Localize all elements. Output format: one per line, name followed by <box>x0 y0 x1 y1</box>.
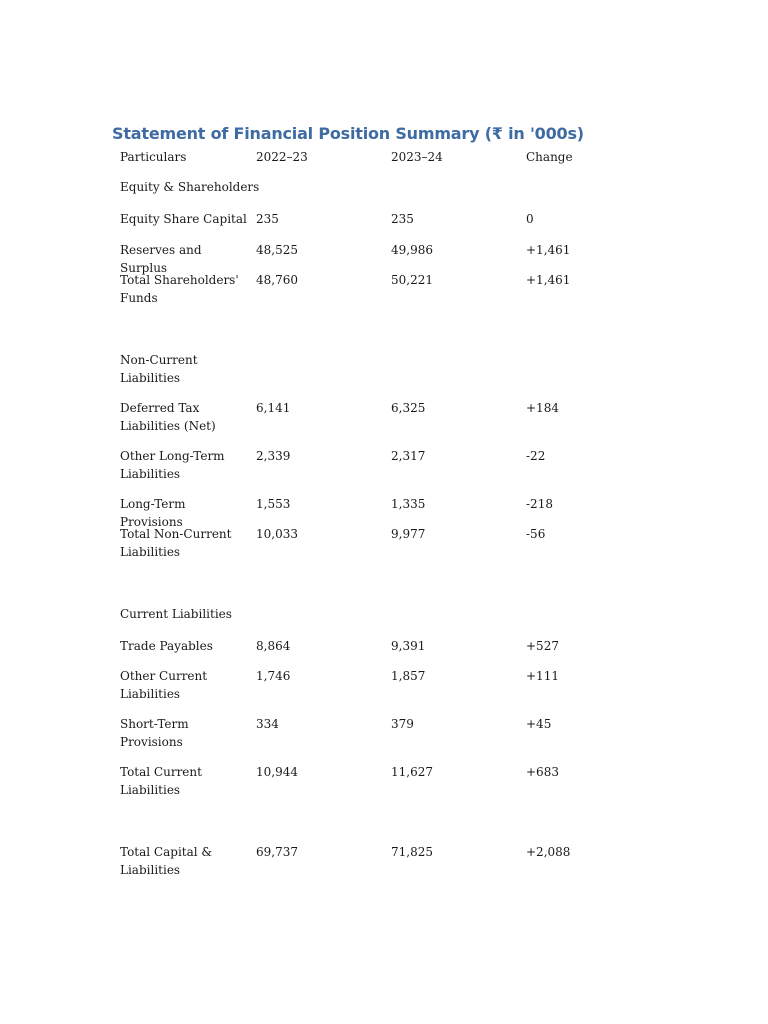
change-cell: +1,461 <box>526 273 571 287</box>
value-2022-23-cell: 6,141 <box>256 401 291 415</box>
section-heading-non-current-liabilities: Non-Current Liabilities <box>120 353 198 385</box>
change-cell: +45 <box>526 717 552 731</box>
change-cell: +683 <box>526 765 559 779</box>
value-2022-23-cell: 1,746 <box>256 669 291 683</box>
value-2022-23-cell: 48,760 <box>256 273 298 287</box>
value-2023-24-cell: 1,857 <box>391 669 426 683</box>
value-2023-24-cell: 49,986 <box>391 243 433 257</box>
section-heading-current-liabilities: Current Liabilities <box>120 607 232 621</box>
value-2022-23-cell: 2,339 <box>256 449 291 463</box>
change-cell: +111 <box>526 669 559 683</box>
value-2023-24-cell: 9,977 <box>391 527 426 541</box>
value-2022-23-cell: 8,864 <box>256 639 291 653</box>
change-cell: +527 <box>526 639 559 653</box>
particulars-cell: Other Long-Term Liabilities <box>120 449 225 481</box>
value-2022-23-cell: 1,553 <box>256 497 291 511</box>
particulars-cell: Total Shareholders' Funds <box>120 273 239 305</box>
value-2022-23-cell: 10,944 <box>256 765 298 779</box>
value-2023-24-cell: 1,335 <box>391 497 426 511</box>
value-2022-23-cell: 48,525 <box>256 243 298 257</box>
column-header-particulars: Particulars <box>120 150 187 164</box>
value-2022-23-cell: 235 <box>256 212 279 226</box>
change-cell: 0 <box>526 212 534 226</box>
value-2023-24-cell: 11,627 <box>391 765 433 779</box>
document-title: Statement of Financial Position Summary (₹ in '000s) <box>112 124 584 143</box>
value-2023-24-cell: 235 <box>391 212 414 226</box>
particulars-cell: Total Capital & Liabilities <box>120 845 213 877</box>
column-header-2023-24: 2023–24 <box>391 150 443 164</box>
particulars-cell: Total Non-Current Liabilities <box>120 527 232 559</box>
particulars-cell: Other Current Liabilities <box>120 669 208 701</box>
change-cell: +1,461 <box>526 243 571 257</box>
column-header-2022-23: 2022–23 <box>256 150 308 164</box>
particulars-cell: Deferred Tax Liabilities (Net) <box>120 401 216 433</box>
column-header-change: Change <box>526 150 573 164</box>
change-cell: -56 <box>526 527 546 541</box>
particulars-cell: Equity Share Capital <box>120 212 247 226</box>
value-2022-23-cell: 334 <box>256 717 279 731</box>
value-2022-23-cell: 10,033 <box>256 527 298 541</box>
value-2023-24-cell: 2,317 <box>391 449 426 463</box>
value-2023-24-cell: 71,825 <box>391 845 433 859</box>
change-cell: -22 <box>526 449 546 463</box>
particulars-cell: Trade Payables <box>120 639 213 653</box>
value-2022-23-cell: 69,737 <box>256 845 298 859</box>
particulars-cell: Total Current Liabilities <box>120 765 202 797</box>
value-2023-24-cell: 9,391 <box>391 639 426 653</box>
change-cell: +2,088 <box>526 845 571 859</box>
value-2023-24-cell: 379 <box>391 717 414 731</box>
change-cell: +184 <box>526 401 559 415</box>
particulars-cell: Long-Term Provisions <box>120 497 186 529</box>
particulars-cell: Reserves and Surplus <box>120 243 202 275</box>
section-heading-equity: Equity & Shareholders <box>120 180 260 194</box>
change-cell: -218 <box>526 497 553 511</box>
particulars-cell: Short-Term Provisions <box>120 717 189 749</box>
value-2023-24-cell: 50,221 <box>391 273 433 287</box>
value-2023-24-cell: 6,325 <box>391 401 426 415</box>
